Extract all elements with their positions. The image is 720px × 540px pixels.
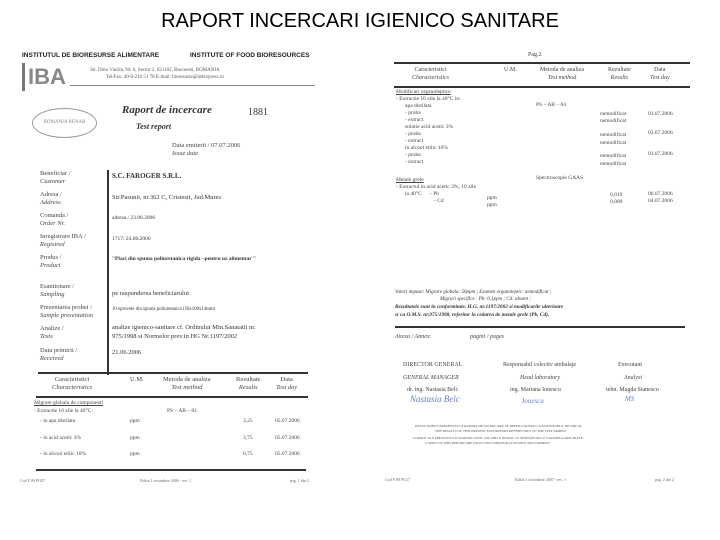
field-label-en: Order Nr. — [40, 220, 66, 227]
customer-value: S.C. FAROGER S.R.L. — [112, 172, 182, 180]
col-header-en: Test method — [547, 75, 577, 81]
header-rule — [70, 85, 315, 86]
institute-name-ro: INSTITUTUL DE BIORESURSE ALIMENTARE — [22, 52, 160, 59]
col-header: Data — [654, 67, 666, 73]
col-header-en: Test day — [276, 384, 298, 391]
field-label-en: Tests — [40, 333, 53, 340]
row-name: - Cd — [434, 198, 444, 204]
issue-date-label-en: Issue date — [172, 150, 199, 157]
row-result: nemodificat — [600, 132, 627, 138]
field-label: Prezentarea probei / — [40, 304, 92, 311]
footer-page: pag. 2 din 2 — [655, 477, 674, 482]
row-name: - in apa distilata — [40, 418, 76, 424]
sampling-value: pe raspunderea beneficiarului — [112, 290, 189, 297]
col-header: Rezultate — [236, 376, 261, 383]
institute-contact: Tel/Fax: 40-0-210 51 78 E-mail: bioresurse@ablexpress.ro — [106, 75, 224, 80]
method-value: PS – AB – 01 — [167, 408, 197, 414]
report-number: 1881 — [248, 107, 268, 118]
issue-label-text: Data emiterii / — [172, 142, 210, 149]
address-value: Str.Pasunii, nr.362 C, Cristesti, Jud.Mures — [112, 194, 222, 201]
row-result: nemodificat — [600, 118, 627, 124]
field-label-en: Registred — [40, 241, 65, 248]
institute-name-en: INSTITUTE OF FOOD BIORESOURCES — [190, 52, 310, 59]
row-name: in alcool etilic 10% — [405, 145, 448, 151]
signer-role: DIRECTOR GENERAL — [403, 362, 463, 368]
copies-note: COPIILE ALE PREZENTULUI RAPORT SUNT VALABILE NUMAI CU SEMNATURA SI STAMPILA ORIGINALE — [413, 436, 584, 440]
method-value: PS – AB – 04 — [536, 102, 566, 108]
footer-edition: Editia 1 octombrie 2007 - rev. 1 — [515, 477, 566, 482]
col-header: Metoda de analiza — [540, 67, 584, 73]
fields-divider — [107, 170, 109, 375]
validity-note: REZULTATELE PREZENTULUI RAPORT DE INCERCARE SE REFERA NUMAI LA ESANTIONUL INCERCAT — [415, 424, 582, 428]
row-um: ppm — [130, 418, 140, 424]
row-result: 3,25 — [243, 418, 253, 424]
col-header: Caracteristici — [54, 376, 90, 383]
col-header: U.M. — [504, 67, 517, 73]
field-label: Produs / — [40, 254, 62, 261]
field-label-en: Sample presentation — [40, 312, 94, 319]
tests-value-2: 975/1998 si Normelor prev.in HG Nr.1197/2002 — [112, 333, 238, 340]
signer-role: Executant — [618, 362, 642, 368]
registered-value: 1717/ 24.06.2006 — [112, 236, 151, 242]
row-sub: - extract — [405, 159, 424, 165]
copies-note-en: COPIES OF THIS REPORT ARE VALID ONLY ORIGINALLY SIGNED AND STAMPED — [425, 441, 550, 445]
table-header-rule — [394, 86, 690, 88]
row-date: 05.07.2006 — [275, 418, 300, 424]
table-header-rule — [36, 396, 308, 398]
field-label: Inregistrare IBA / — [40, 233, 86, 240]
annex-label: Anexa / Annex: — [395, 334, 432, 340]
col-header: Metoda de analiza — [163, 376, 211, 383]
col-header-en: Characteristics — [52, 384, 93, 391]
iba-logo: IBA — [22, 63, 68, 91]
row-name: - in acid acetic 3% — [40, 435, 81, 441]
field-label-en: Customer — [40, 178, 66, 185]
row-date: 04.07.2006 — [648, 198, 673, 204]
tests-value: analize igienico-sanitare cf. Ordinului Min.Sanatatii nr. — [112, 324, 256, 331]
row-um: ppm — [130, 435, 140, 441]
footer-code: Cod F 09 PG07 — [20, 478, 46, 483]
row-date: 03.07.2006 — [648, 111, 673, 117]
method-value: Spectroscopie GAAS — [536, 175, 584, 181]
row-result: nemodificat — [600, 111, 627, 117]
field-label: Beneficiar / — [40, 170, 71, 177]
section-title: Migrare globala de componenti — [34, 400, 104, 406]
extract-label: - Extractie 10 zile la 40°C in: — [396, 96, 461, 102]
row-name: - in alcool etilic 10% — [40, 451, 87, 457]
signature: Nastasia Belc — [410, 394, 460, 404]
annex-pages: pagini / pages — [470, 334, 504, 340]
field-label: Analize / — [40, 325, 64, 332]
extract-label: - Extractie 10 zile la 40°C: — [34, 408, 93, 414]
issue-date: 07.07.2006 — [211, 142, 241, 149]
field-label-en: Address — [40, 199, 61, 206]
col-header-en: Test day — [650, 75, 670, 81]
field-label: Esantionare / — [40, 283, 75, 290]
footer-page: pag. 1 din 2 — [290, 478, 309, 483]
conclusion-2: si cu O.M.S. nr.975/1998, referitor la cedarea de metale grele (Pb, Cd). — [395, 312, 550, 318]
field-label: Adresa / — [40, 191, 62, 198]
row-date: 05.07.2006 — [275, 435, 300, 441]
row-result: nemodificat — [600, 153, 627, 159]
report-title-en: Test report — [136, 122, 172, 131]
col-header-en: Characteristics — [412, 75, 449, 81]
col-header: U.M. — [130, 376, 144, 383]
metal-temp-label: la 40°C — [405, 191, 422, 197]
field-label: Comanda / — [40, 212, 69, 219]
row-date: 06.07.2006 — [648, 191, 673, 197]
row-name: - Pb — [430, 191, 440, 197]
page-label: Pag.2 — [528, 52, 542, 58]
row-sub: - proba — [405, 131, 421, 137]
table-bottom-rule — [36, 469, 306, 471]
col-header: Rezultate — [608, 67, 631, 73]
row-um: ppm — [487, 195, 497, 201]
report-title-ro: Raport de incercare — [122, 104, 212, 116]
row-name: apa distilata — [405, 103, 432, 109]
row-result: 0,019 — [610, 192, 623, 198]
row-result: nemodificat — [600, 140, 627, 146]
row-date: 03.07.2006 — [648, 151, 673, 157]
row-sub: - proba — [405, 152, 421, 158]
conclusion-rule — [395, 326, 685, 328]
col-header: Data — [280, 376, 293, 383]
row-result: nemodificat — [600, 161, 627, 167]
section-title: Metale grele — [396, 177, 424, 183]
field-label-en: Sampling — [40, 291, 65, 298]
row-um: ppm — [130, 451, 140, 457]
signer-name: tehn. Magda Stanescu — [606, 387, 659, 393]
row-date: 05.07.2006 — [275, 451, 300, 457]
institute-address: Str. Dinu Vintila, Nr. 6, Sector 2, 021102, Bucuresti, ROMANIA — [90, 68, 220, 73]
imposed-values: Valori impuse: Migrare globala: 50ppm ; Examen organoleptic: nemodificat ; — [395, 290, 552, 295]
table-top-rule — [38, 372, 308, 374]
col-header-en: Test method — [171, 384, 203, 391]
issue-date-label — [172, 142, 240, 150]
sample-presentation-value: 10 epruvete din spuma poliuretanica (50x100x14mm) — [112, 307, 216, 312]
signature: Ionescu — [522, 397, 544, 405]
accreditation-stamp: ROMANIA RENAR — [32, 108, 97, 138]
signer-name: dr. ing. Nastasia Belc — [407, 387, 459, 393]
row-sub: - extract — [405, 138, 424, 144]
imposed-values-2: Migrari specifice : Pb: 0,1ppm ; Cd: absent ; — [440, 297, 531, 302]
field-label: Data primirii / — [40, 347, 78, 354]
table-top-rule — [394, 62, 690, 64]
signer-role-en: GENERAL MANAGER — [403, 375, 459, 381]
slide-title: RAPORT INCERCARI IGIENICO SANITARE — [161, 10, 559, 32]
footer-edition: Editia 1 octombrie 2006 - rev. 1 — [140, 478, 191, 483]
row-sub: - extract — [405, 117, 424, 123]
order-value: adresa / 23.06.2006 — [112, 215, 156, 221]
field-label-en: Received — [40, 355, 64, 362]
footer-code: Cod F 09 PG17 — [385, 477, 411, 482]
received-value: 21.06.2006 — [112, 349, 142, 356]
row-date: 03.07.2006 — [648, 130, 673, 136]
metal-extract-label: - Extractul in acid acetic 3%, 10 zile — [396, 184, 477, 190]
conclusion: Rezultatele sunt in conformitate, H.G. nr.1197/2002 si modificarile ulterioare — [395, 304, 564, 310]
field-label-en: Product — [40, 262, 61, 269]
row-sub: - proba — [405, 110, 421, 116]
section-title: Modificari organoleptice — [396, 89, 451, 95]
row-result: 6,75 — [243, 451, 253, 457]
product-value: "Placi din spuma poliuretanica rigida –pentru uz alimentar " — [112, 256, 257, 262]
row-result: 0,000 — [610, 199, 623, 205]
row-name: solutie acid acetic 3% — [405, 124, 454, 130]
row-result: 3,75 — [243, 435, 253, 441]
signer-role-en: Head laboratory — [520, 375, 561, 381]
signer-name: ing. Mariana Ionescu — [510, 387, 561, 393]
signature: MS — [625, 395, 635, 403]
signer-role-en: Analyst — [624, 375, 642, 381]
validity-note-en: THE RESULTS OF THIS PRESENT TEST REPORT REFERS ONLY TO THE TEST SAMPLE — [435, 429, 567, 433]
row-um: ppm — [487, 202, 497, 208]
col-header-en: Results — [610, 75, 628, 81]
signer-role: Responsabil colectiv ambalaje — [503, 362, 576, 368]
col-header-en: Results — [238, 384, 258, 391]
col-header: Caracteristici — [414, 67, 447, 73]
